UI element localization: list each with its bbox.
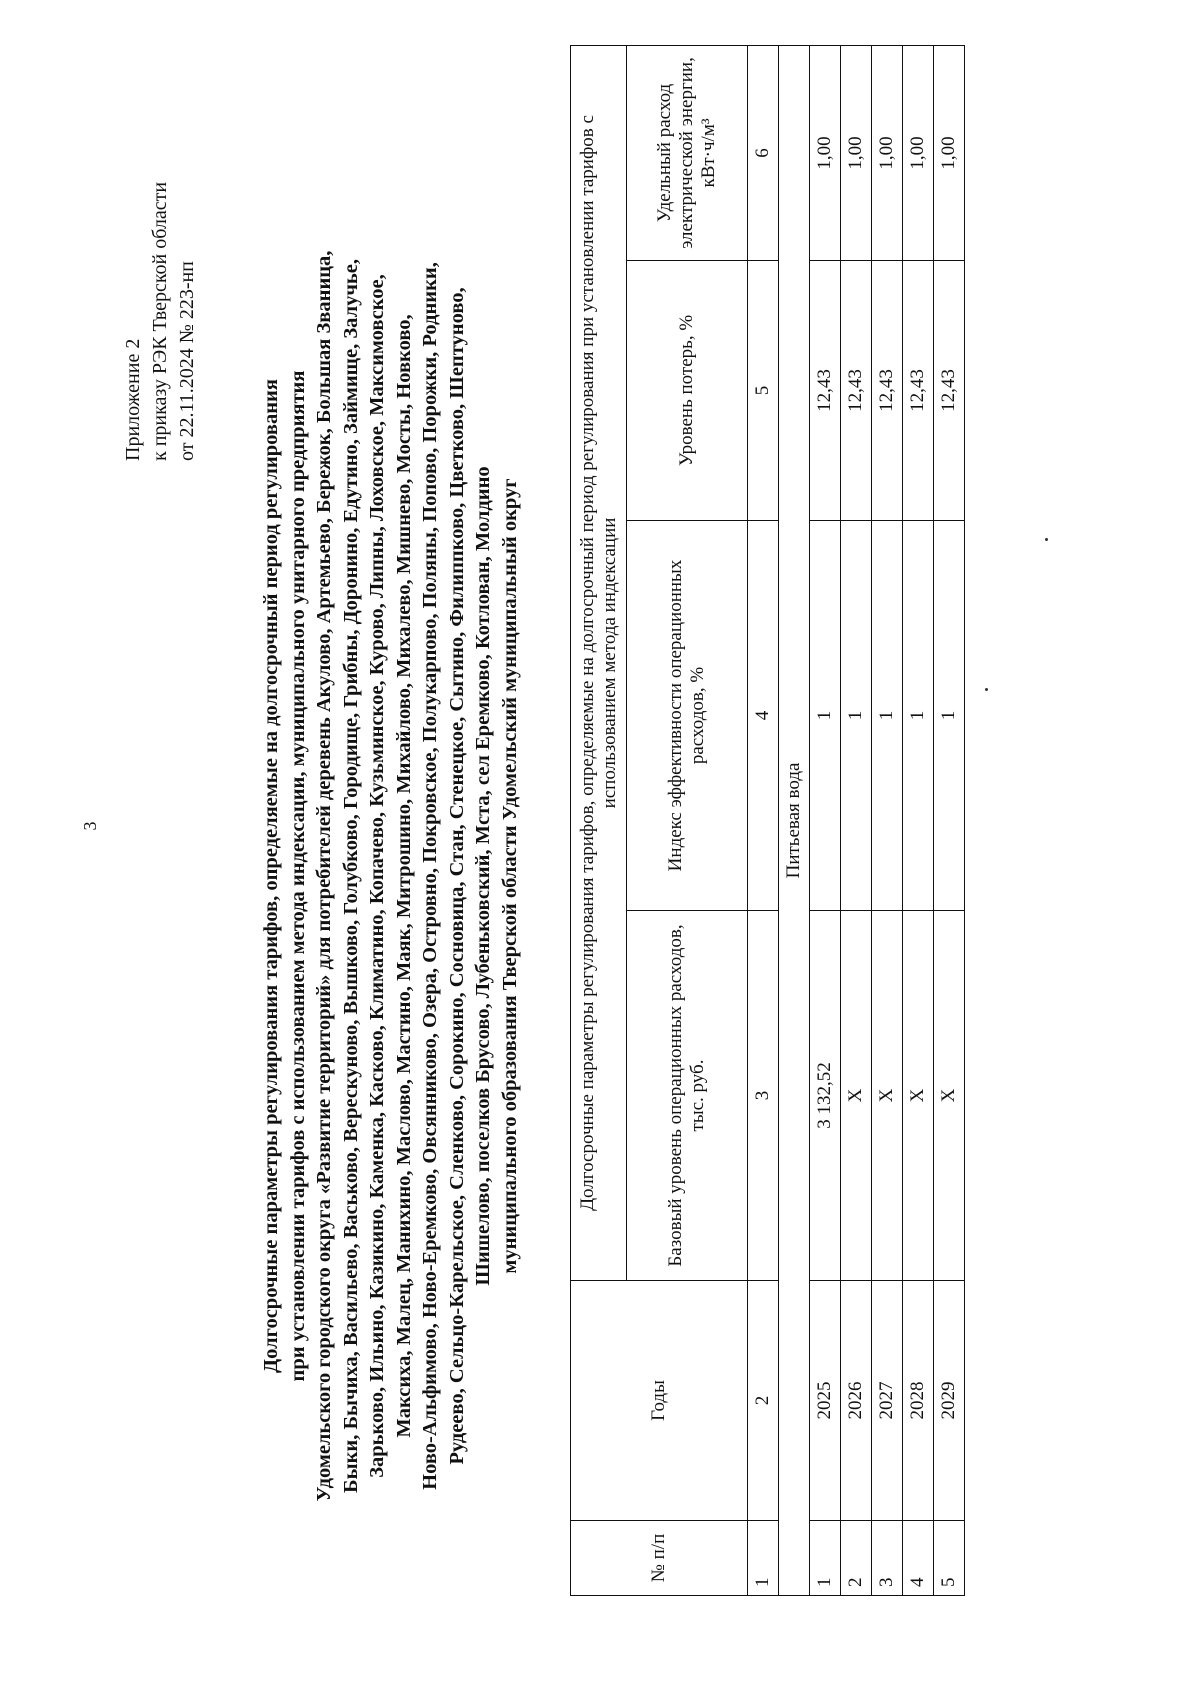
row-energy: 1,00 bbox=[903, 45, 934, 260]
title-line: Долгосрочные параметры регулирования тарифов, определяемые на долгосрочный период регулирования bbox=[260, 379, 282, 1373]
row-base-level: Х bbox=[872, 911, 903, 1281]
row-no: 5 bbox=[934, 1521, 965, 1596]
title-line: Быки, Бычиха, Васильево, Васьково, Верескуново, Вышково, Голубково, Городище, Грибны, Доронино, Едутино, Займище, Залучье, bbox=[339, 259, 362, 1493]
row-losses: 12,43 bbox=[810, 261, 841, 521]
header-group: Долгосрочные параметры регулирования тарифов, определяемые на долгосрочный период регулирования при установлении тарифов с использованием метода индексации bbox=[571, 45, 627, 1280]
row-year: 2026 bbox=[841, 1281, 872, 1521]
document-title bbox=[258, 226, 523, 1526]
table-row bbox=[810, 45, 841, 1595]
column-number: 3 bbox=[748, 911, 779, 1281]
row-base-level: Х bbox=[841, 911, 872, 1281]
table-row bbox=[872, 45, 903, 1595]
row-no: 4 bbox=[903, 1521, 934, 1596]
row-no: 2 bbox=[841, 1521, 872, 1596]
section-title: Питьевая вода bbox=[779, 45, 810, 1595]
row-energy: 1,00 bbox=[810, 45, 841, 260]
header-no: № п/п bbox=[571, 1521, 748, 1596]
table-row bbox=[841, 45, 872, 1595]
header-losses: Уровень потерь, % bbox=[627, 261, 748, 521]
column-numbering-row bbox=[748, 45, 779, 1595]
title-line: Ново-Альфимово, Ново-Еремково, Овсянниково, Озера, Островно, Покровское, Полукарпово, Поляны, Попово, Порожки, Родники, bbox=[419, 262, 441, 1490]
table-row bbox=[903, 45, 934, 1595]
row-efficiency-index: 1 bbox=[810, 521, 841, 911]
table-header-row bbox=[571, 45, 627, 1595]
row-no: 1 bbox=[810, 1521, 841, 1596]
row-losses: 12,43 bbox=[903, 261, 934, 521]
page-number: 3 bbox=[80, 821, 100, 831]
title-line: Удомельского городского округа «Развитие территорий» для потребителей деревень Акулово, Артемьево, Бережок, Большая Званица, bbox=[313, 250, 335, 1502]
row-base-level: Х bbox=[934, 911, 965, 1281]
title-line: Зарьково, Ильино, Казикино, Каменка, Касково, Климатино, Копачево, Кузьминское, Курово, Липны, Лоховское, Максимовское, bbox=[366, 274, 388, 1478]
row-year: 2027 bbox=[872, 1281, 903, 1521]
appendix-line: Приложение 2 bbox=[122, 338, 144, 461]
row-no: 3 bbox=[872, 1521, 903, 1596]
scan-speck bbox=[985, 688, 988, 691]
title-line: Рудеево, Сельцо-Карельское, Сленково, Сорокино, Сосновица, Стан, Стенецкое, Сытино, Филиппково, Цветково, Шептуново, bbox=[445, 287, 468, 1465]
appendix-line: от 22.11.2024 № 223-нп bbox=[176, 261, 198, 461]
row-energy: 1,00 bbox=[934, 45, 965, 260]
row-losses: 12,43 bbox=[872, 261, 903, 521]
title-line: Максиха, Малец, Манихино, Маслово, Мастино, Маяк, Митрошино, Михайлово, Михалево, Мишнево, Мосты, Новково, bbox=[392, 314, 415, 1438]
column-number: 1 bbox=[748, 1521, 779, 1596]
row-efficiency-index: 1 bbox=[934, 521, 965, 911]
row-efficiency-index: 1 bbox=[841, 521, 872, 911]
row-base-level: Х bbox=[903, 911, 934, 1281]
row-efficiency-index: 1 bbox=[872, 521, 903, 911]
row-energy: 1,00 bbox=[841, 45, 872, 260]
row-energy: 1,00 bbox=[872, 45, 903, 260]
row-losses: 12,43 bbox=[841, 261, 872, 521]
scan-speck bbox=[1045, 538, 1048, 541]
section-row bbox=[779, 45, 810, 1595]
row-losses: 12,43 bbox=[934, 261, 965, 521]
row-year: 2029 bbox=[934, 1281, 965, 1521]
header-energy: Удельный расход электрической энергии, кВт·ч/м³ bbox=[627, 45, 748, 260]
appendix-line: к приказу РЭК Тверской области bbox=[149, 181, 171, 461]
row-base-level: 3 132,52 bbox=[810, 911, 841, 1281]
header-efficiency-index: Индекс эффективности операционных расходов, % bbox=[627, 521, 748, 911]
row-efficiency-index: 1 bbox=[903, 521, 934, 911]
column-number: 4 bbox=[748, 521, 779, 911]
table-row bbox=[934, 45, 965, 1595]
row-year: 2025 bbox=[810, 1281, 841, 1521]
row-year: 2028 bbox=[903, 1281, 934, 1521]
tariff-parameters-table bbox=[570, 45, 965, 1596]
column-number: 5 bbox=[748, 261, 779, 521]
column-number: 6 bbox=[748, 45, 779, 260]
title-line: муниципального образования Тверской области Удомельский муниципальный округ bbox=[498, 478, 521, 1274]
appendix-block bbox=[120, 41, 201, 461]
column-number: 2 bbox=[748, 1281, 779, 1521]
header-base-level: Базовый уровень операционных расходов, тыс. руб. bbox=[627, 911, 748, 1281]
title-line: при установлении тарифов с использованием метода индексации, муниципального унитарного предприятия bbox=[286, 370, 309, 1382]
header-years: Годы bbox=[571, 1281, 748, 1521]
title-line: Шишелово, поселков Брусово, Лубеньковский, Мста, сел Еремково, Котлован, Молдино bbox=[472, 466, 494, 1286]
